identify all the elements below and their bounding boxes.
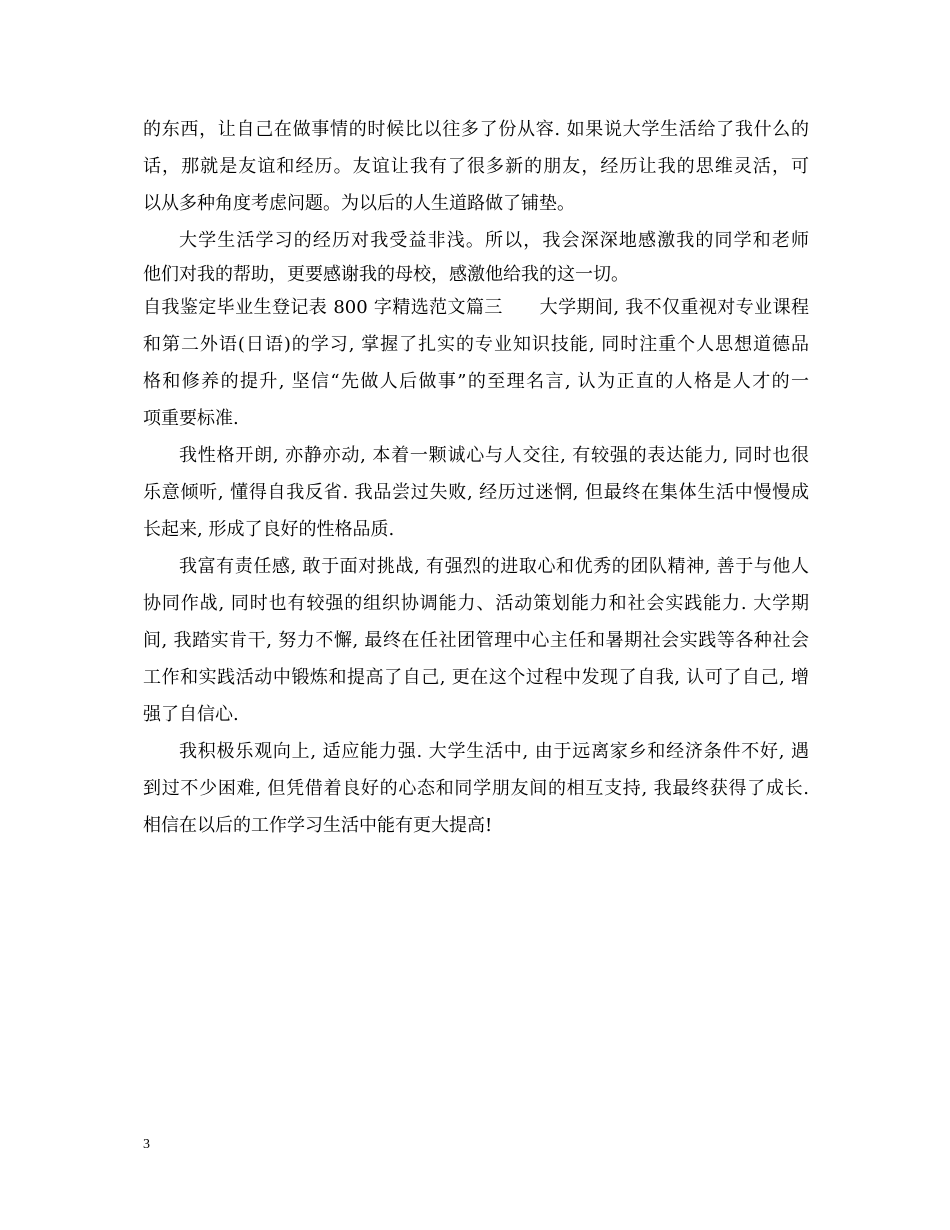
paragraph-5-line-4: 工作和实践活动中锻炼和提高了自己, 更在这个过程中发现了自我, 认可了自己, 增 <box>143 667 809 688</box>
paragraph-4-line-3: 长起来, 形成了良好的性格品质. <box>143 519 395 540</box>
paragraph-1-line-2: 话，那就是友谊和经历。友谊让我有了很多新的朋友，经历让我的思维灵活，可 <box>143 156 809 177</box>
paragraph-4-line-1: 我性格开朗, 亦静亦动, 本着一颗诚心与人交往, 有较强的表达能力, 同时也很 <box>179 445 809 466</box>
paragraph-5-line-1: 我富有责任感, 敢于面对挑战, 有强烈的进取心和优秀的团队精神, 善于与他人 <box>179 556 809 577</box>
paragraph-6-line-1: 我积极乐观向上, 适应能力强. 大学生活中, 由于远离家乡和经济条件不好, 遇 <box>179 741 809 762</box>
paragraph-1-line-3: 以从多种角度考虑问题。为以后的人生道路做了铺垫。 <box>143 193 575 214</box>
paragraph-3-line-3: 格和修养的提升, 坚信“先做人后做事”的至理名言, 认为正直的人格是人才的一 <box>143 371 809 392</box>
paragraph-3-line-2: 和第二外语(日语)的学习, 掌握了扎实的专业知识技能, 同时注重个人思想道德品 <box>143 334 809 355</box>
page-number: 3 <box>143 1137 150 1152</box>
paragraph-5-line-3: 间, 我踏实肯干, 努力不懈, 最终在任社团管理中心主任和暑期社会实践等各种社会 <box>143 630 809 651</box>
paragraph-5-line-5: 强了自信心. <box>143 704 239 725</box>
paragraph-6-line-2: 到过不少困难, 但凭借着良好的心态和同学朋友间的相互支持, 我最终获得了成长. <box>143 778 809 799</box>
paragraph-3-line-1: 自我鉴定毕业生登记表 800 字精选范文篇三 大学期间, 我不仅重视对专业课程 <box>143 297 809 318</box>
paragraph-2-line-2: 他们对我的帮助，更要感谢我的母校，感激他给我的这一切。 <box>143 264 629 285</box>
paragraph-4-line-2: 乐意倾听, 懂得自我反省. 我品尝过失败, 经历过迷惘, 但最终在集体生活中慢慢成 <box>143 482 809 503</box>
paragraph-5-line-2: 协同作战, 同时也有较强的组织协调能力、活动策划能力和社会实践能力. 大学期 <box>143 593 809 614</box>
paragraph-2-line-1: 大学生活学习的经历对我受益非浅。所以，我会深深地感激我的同学和老师 <box>179 230 809 251</box>
paragraph-3-line-4: 项重要标准. <box>143 408 239 429</box>
paragraph-1-line-1: 的东西，让自己在做事情的时候比以往多了份从容. 如果说大学生活给了我什么的 <box>143 119 809 140</box>
paragraph-6-line-3: 相信在以后的工作学习生活中能有更大提高! <box>143 815 493 836</box>
